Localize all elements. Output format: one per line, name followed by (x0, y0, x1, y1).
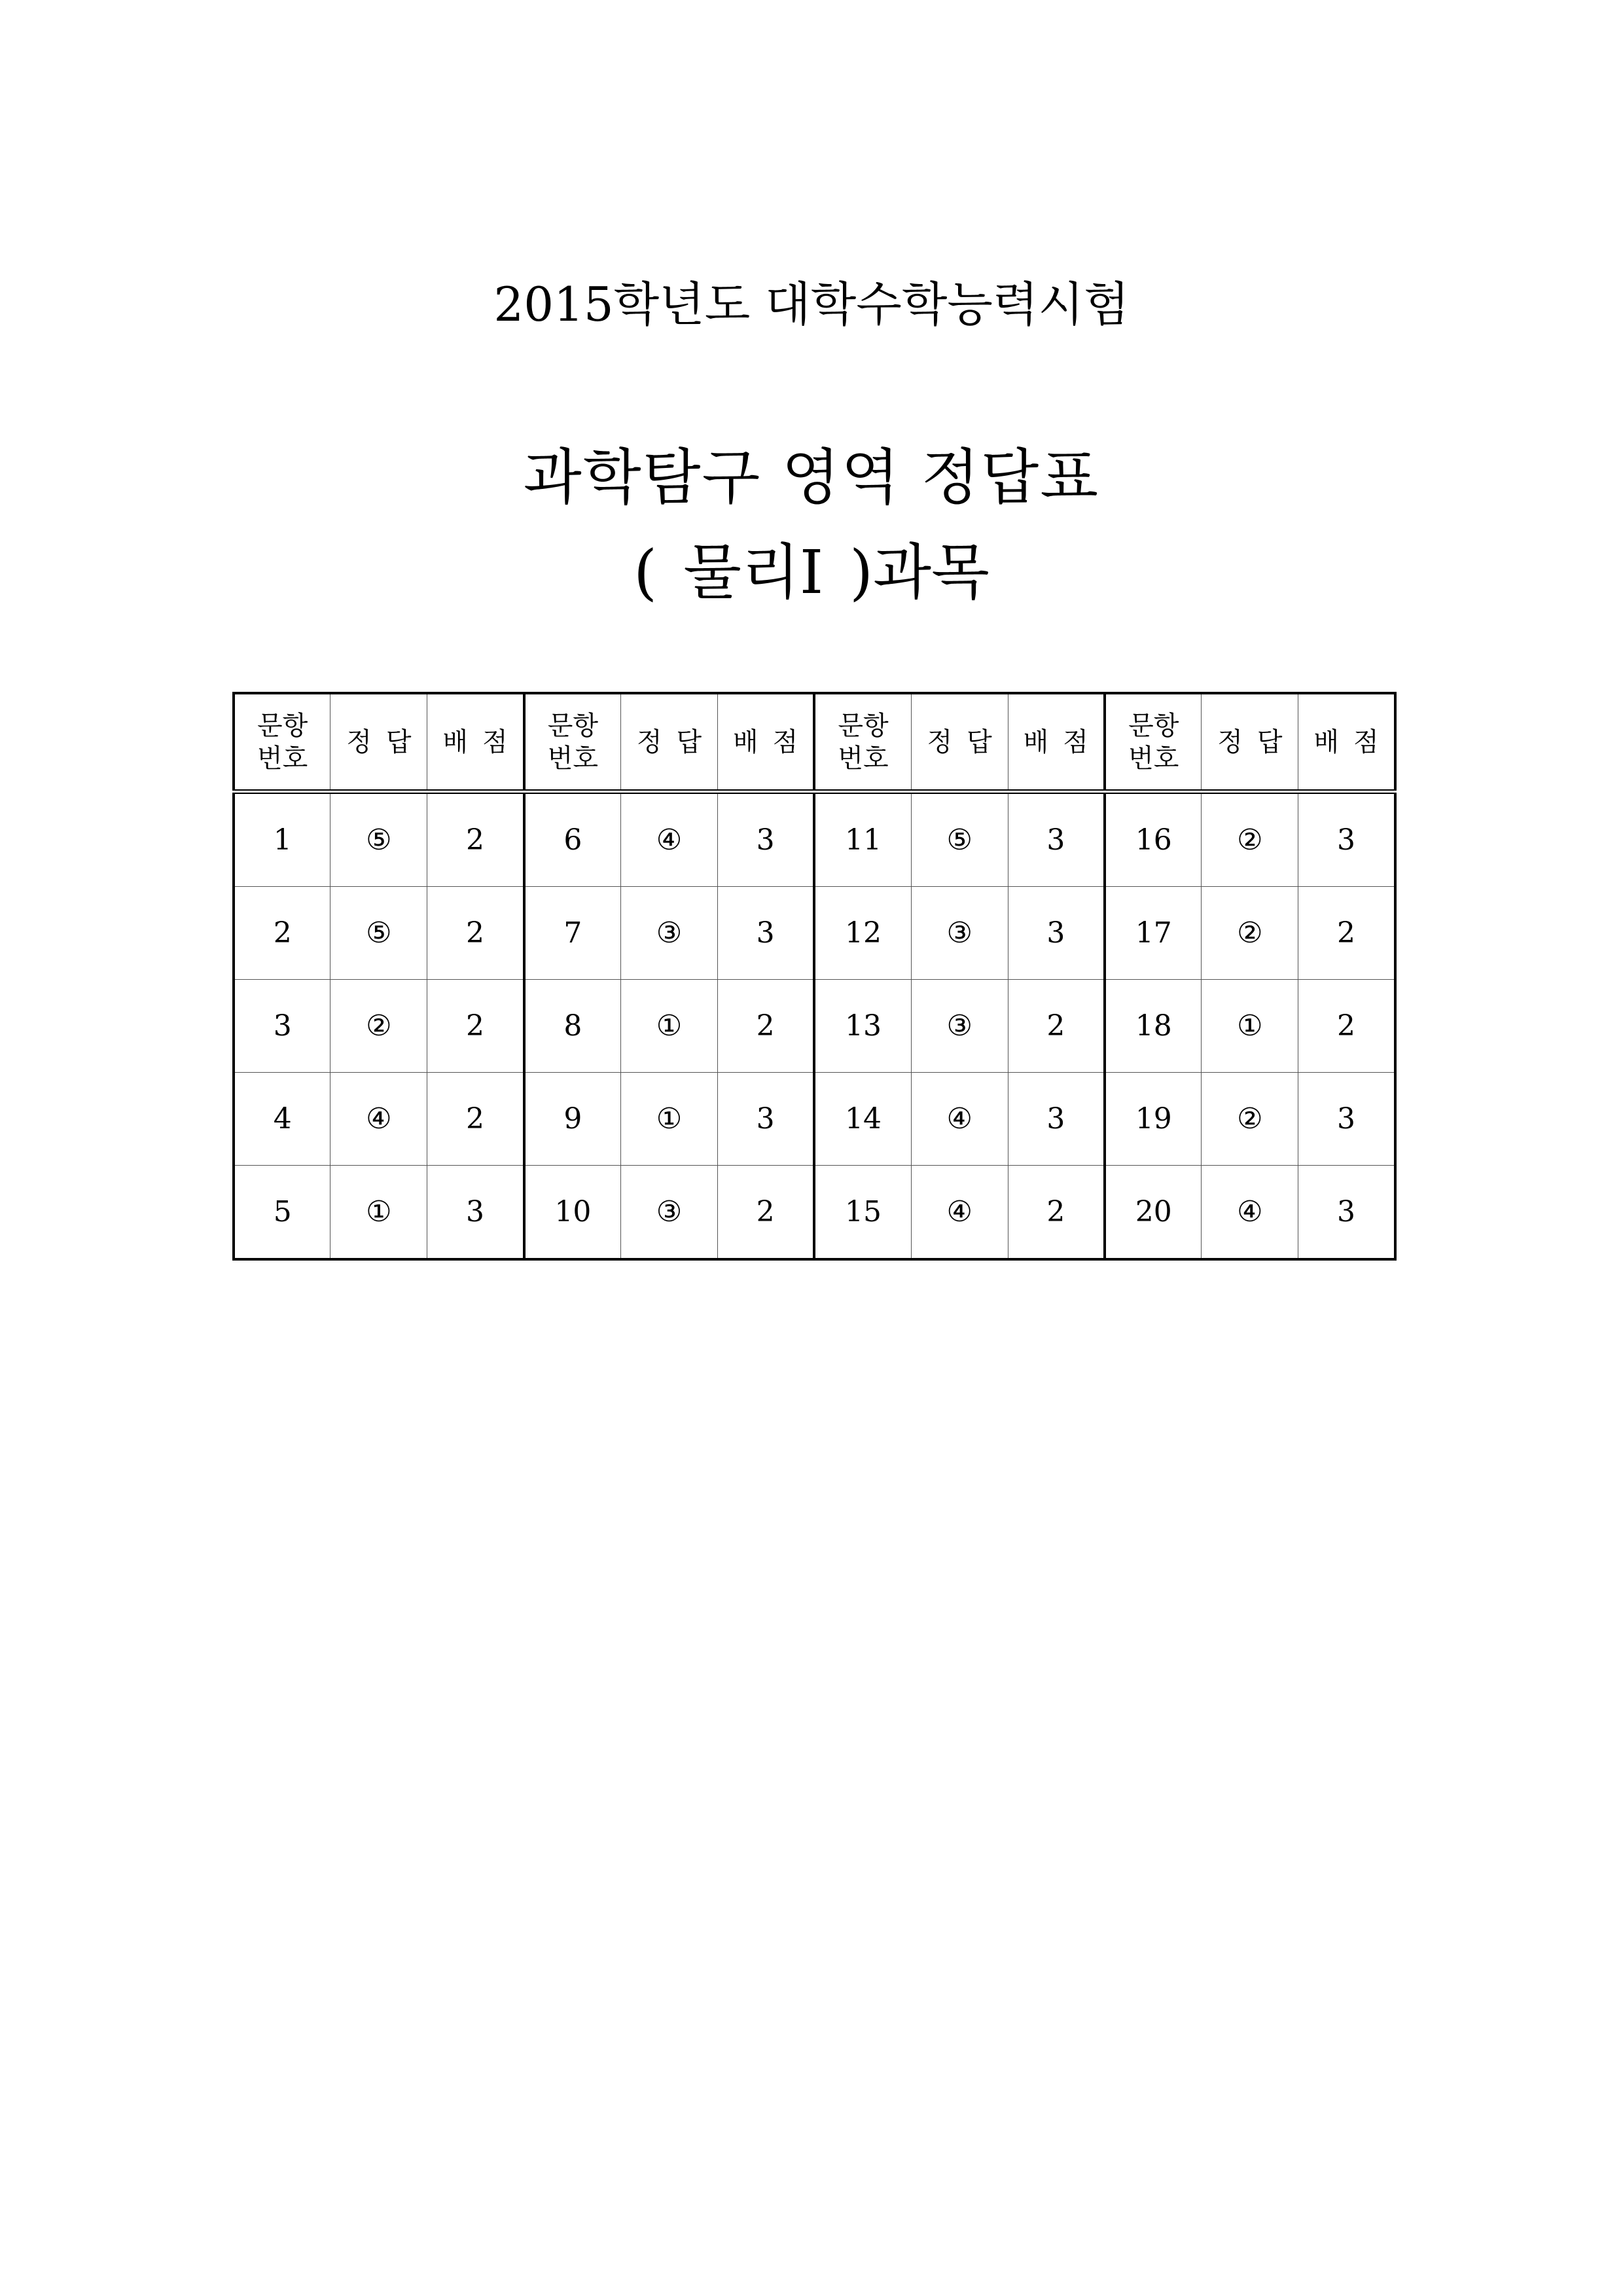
header-answer-label: 정답 (346, 726, 426, 757)
score-cell: 2 (427, 1073, 524, 1166)
answer-cell: ⑤ (330, 887, 427, 980)
table-row (234, 1073, 1395, 1166)
score-cell: 2 (717, 1166, 814, 1260)
score-cell: 3 (1008, 1073, 1105, 1166)
subject-suffix: 과목 (873, 537, 990, 607)
question-number-cell: 19 (1105, 1073, 1202, 1166)
header-answer-label: 정답 (927, 726, 1007, 757)
question-number-cell: 16 (1105, 792, 1202, 887)
question-number-cell: 10 (524, 1166, 621, 1260)
header-score-label: 배점 (442, 726, 522, 757)
answer-cell: ⑤ (911, 792, 1008, 887)
table-row (234, 887, 1395, 980)
subject-name: 물리Ⅰ (683, 537, 824, 607)
question-number-cell: 12 (814, 887, 911, 980)
answer-table (232, 692, 1397, 1261)
question-number-cell: 20 (1105, 1166, 1202, 1260)
question-number-cell: 8 (524, 980, 621, 1073)
answer-cell: ⑤ (330, 792, 427, 887)
header-score (1298, 693, 1395, 792)
answer-cell: ④ (911, 1166, 1008, 1260)
question-number-cell: 15 (814, 1166, 911, 1260)
score-cell: 3 (717, 792, 814, 887)
subject-close-paren: ) (849, 537, 874, 607)
header-question-line1: 문항 (257, 710, 308, 741)
score-cell: 3 (1298, 1166, 1395, 1260)
score-cell: 2 (1008, 1166, 1105, 1260)
header-score-label: 배점 (733, 726, 813, 757)
header-score-label: 배점 (1023, 726, 1103, 757)
answer-cell: ④ (330, 1073, 427, 1166)
section-title: 과학탐구 영역 정답표 (523, 442, 1100, 512)
score-cell: 2 (427, 792, 524, 887)
score-cell: 2 (1298, 980, 1395, 1073)
table-row (234, 792, 1395, 887)
question-number-cell: 2 (234, 887, 330, 980)
header-answer (911, 693, 1008, 792)
question-number-cell: 1 (234, 792, 330, 887)
question-number-cell: 6 (524, 792, 621, 887)
question-number-cell: 14 (814, 1073, 911, 1166)
question-number-cell: 9 (524, 1073, 621, 1166)
table-row (234, 1166, 1395, 1260)
question-number-cell: 4 (234, 1073, 330, 1166)
header-question-line2: 번호 (1128, 743, 1179, 774)
header-score (717, 693, 814, 792)
header-question-number (234, 693, 330, 792)
header-answer (621, 693, 718, 792)
question-number-cell: 18 (1105, 980, 1202, 1073)
answer-cell: ② (1202, 792, 1298, 887)
score-cell: 3 (717, 1073, 814, 1166)
score-cell: 3 (1008, 792, 1105, 887)
header-score-label: 배점 (1313, 726, 1393, 757)
header-answer-label: 정답 (1217, 726, 1297, 757)
question-number-cell: 7 (524, 887, 621, 980)
answer-cell: ③ (911, 980, 1008, 1073)
question-number-cell: 5 (234, 1166, 330, 1260)
question-number-cell: 17 (1105, 887, 1202, 980)
header-question-number (524, 693, 621, 792)
score-cell: 3 (1008, 887, 1105, 980)
subject-title (0, 533, 1623, 612)
header-question-number (1105, 693, 1202, 792)
answer-cell: ④ (621, 792, 718, 887)
answer-cell: ② (330, 980, 427, 1073)
score-cell: 3 (1298, 792, 1395, 887)
table-header-row (234, 693, 1395, 792)
score-cell: 2 (427, 980, 524, 1073)
header-question-line2: 번호 (547, 743, 598, 774)
header-question-line1: 문항 (1128, 710, 1179, 741)
answer-cell: ③ (911, 887, 1008, 980)
answer-cell: ④ (911, 1073, 1008, 1166)
subject-open-paren: ( (633, 537, 658, 607)
header-answer (330, 693, 427, 792)
answer-cell: ④ (1202, 1166, 1298, 1260)
question-number-cell: 3 (234, 980, 330, 1073)
header-question-line1: 문항 (547, 710, 598, 741)
answer-cell: ① (621, 1073, 718, 1166)
answer-cell: ② (1202, 887, 1298, 980)
header-question-line2: 번호 (257, 743, 308, 774)
header-answer (1202, 693, 1298, 792)
score-cell: 3 (427, 1166, 524, 1260)
answer-cell: ③ (621, 887, 718, 980)
answer-cell: ② (1202, 1073, 1298, 1166)
answer-cell: ① (1202, 980, 1298, 1073)
header-answer-label: 정답 (636, 726, 717, 757)
answer-cell: ③ (621, 1166, 718, 1260)
header-score (427, 693, 524, 792)
header-question-line2: 번호 (838, 743, 889, 774)
question-number-cell: 11 (814, 792, 911, 887)
header-question-line1: 문항 (838, 710, 889, 741)
answer-cell: ① (621, 980, 718, 1073)
exam-title: 2015학년도 대학수학능력시험 (493, 277, 1130, 332)
score-cell: 3 (1298, 1073, 1395, 1166)
header-question-number (814, 693, 911, 792)
answer-cell: ① (330, 1166, 427, 1260)
table-body (234, 792, 1395, 1260)
score-cell: 2 (427, 887, 524, 980)
score-cell: 3 (717, 887, 814, 980)
score-cell: 2 (1298, 887, 1395, 980)
score-cell: 2 (1008, 980, 1105, 1073)
score-cell: 2 (717, 980, 814, 1073)
header-score (1008, 693, 1105, 792)
question-number-cell: 13 (814, 980, 911, 1073)
table-row (234, 980, 1395, 1073)
